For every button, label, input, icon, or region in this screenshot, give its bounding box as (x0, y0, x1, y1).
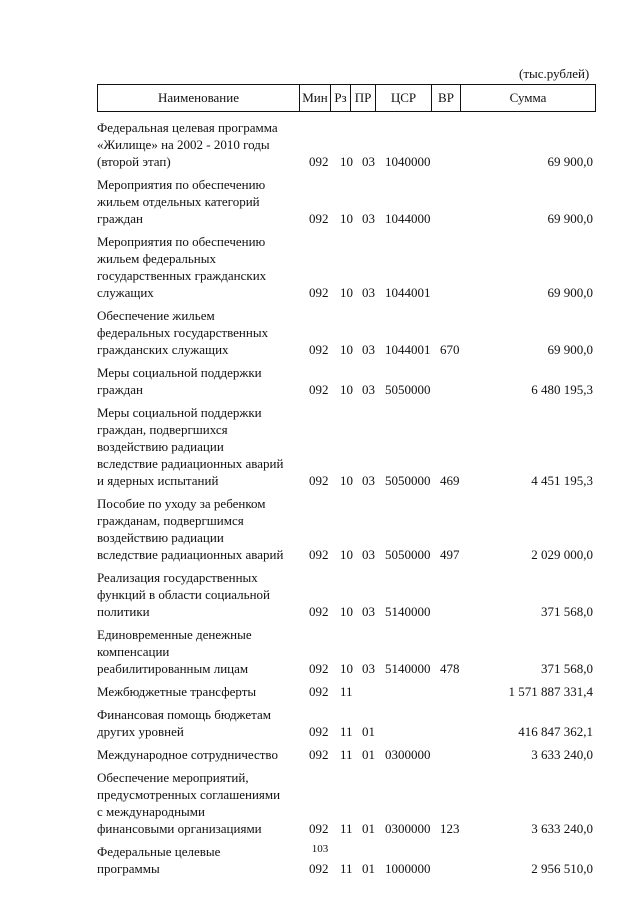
amount: 69 900,0 (547, 342, 593, 357)
amount: 69 900,0 (547, 285, 593, 300)
subsection-code: 03 (362, 154, 375, 169)
section-code: 11 (340, 861, 353, 876)
amount: 2 956 510,0 (531, 861, 593, 876)
row-codes (0, 546, 640, 563)
target-article-code: 1044001 (385, 342, 431, 357)
header-amount: Сумма (509, 90, 547, 105)
row-name-line: граждан (97, 211, 143, 226)
expense-type-code: 670 (440, 342, 460, 357)
amount: 6 480 195,3 (531, 382, 593, 397)
row-name-line: и ядерных испытаний (97, 473, 219, 488)
section-code: 10 (340, 211, 353, 226)
target-article-code: 1040000 (385, 154, 431, 169)
section-code: 10 (340, 661, 353, 676)
section-code: 10 (340, 382, 353, 397)
row-codes (0, 210, 640, 227)
row-name-line: компенсации (97, 644, 170, 659)
row-name-line: вследствие радиационных аварий (97, 547, 284, 562)
row-name-line: финансовыми организациями (97, 821, 262, 836)
amount: 3 633 240,0 (531, 821, 593, 836)
target-article-code: 5140000 (385, 604, 431, 619)
row-codes (0, 284, 640, 301)
amount: 416 847 362,1 (518, 724, 593, 739)
ministry-code: 092 (309, 211, 329, 226)
amount: 371 568,0 (541, 604, 593, 619)
row-name-line: реабилитированным лицам (97, 661, 249, 676)
subsection-code: 03 (362, 382, 375, 397)
target-article-code: 5050000 (385, 473, 431, 488)
row-codes (0, 746, 640, 763)
table-row (0, 119, 640, 170)
header-section: Рз (331, 85, 351, 111)
amount: 69 900,0 (547, 154, 593, 169)
row-codes (0, 472, 640, 489)
ministry-code: 092 (309, 747, 329, 762)
subsection-code: 01 (362, 724, 375, 739)
row-name-line: Обеспечение жильем (97, 308, 215, 323)
row-codes (0, 723, 640, 740)
row-name-line: гражданам, подвергшимся (97, 513, 244, 528)
amount: 3 633 240,0 (531, 747, 593, 762)
subsection-code: 03 (362, 211, 375, 226)
header-ministry: Мин (300, 85, 331, 111)
header-subsection: ПР (351, 85, 376, 111)
row-name-line: Реализация государственных (97, 570, 258, 585)
subsection-code: 03 (362, 547, 375, 562)
amount: 69 900,0 (547, 211, 593, 226)
row-codes (0, 660, 640, 677)
page-number: 103 (311, 843, 329, 855)
row-name-line: Обеспечение мероприятий, (97, 770, 249, 785)
table-row (0, 683, 640, 700)
row-name-line: других уровней (97, 724, 184, 739)
amount: 1 571 887 331,4 (508, 684, 593, 699)
table-row (0, 706, 640, 740)
row-codes (0, 381, 640, 398)
table-row (0, 746, 640, 763)
row-name-line: Единовременные денежные (97, 627, 252, 642)
row-name-line: функций в области социальной (97, 587, 270, 602)
row-name-line: Международное сотрудничество (97, 747, 278, 762)
row-name-line: политики (97, 604, 150, 619)
section-code: 11 (340, 724, 353, 739)
row-name-line: Федеральные целевые (97, 844, 221, 859)
section-code: 11 (340, 684, 353, 699)
row-name-line: «Жилище» на 2002 - 2010 годы (97, 137, 270, 152)
subsection-code: 01 (362, 747, 375, 762)
section-code: 10 (340, 604, 353, 619)
unit-note: (тыс.рублей) (519, 66, 590, 81)
row-codes (0, 603, 640, 620)
subsection-code: 03 (362, 285, 375, 300)
target-article-code: 1044000 (385, 211, 431, 226)
row-name-line: предусмотренных соглашениями (97, 787, 281, 802)
expense-type-code: 478 (440, 661, 460, 676)
ministry-code: 092 (309, 661, 329, 676)
ministry-code: 092 (309, 285, 329, 300)
amount: 371 568,0 (541, 661, 593, 676)
row-name-line: гражданских служащих (97, 342, 229, 357)
row-name-line: Мероприятия по обеспечению (97, 234, 266, 249)
row-name-line: Финансовая помощь бюджетам (97, 707, 271, 722)
row-name-line: вследствие радиационных аварий (97, 456, 284, 471)
amount: 2 029 000,0 (531, 547, 593, 562)
row-name-line: воздействию радиации (97, 439, 224, 454)
amount: 4 451 195,3 (531, 473, 593, 488)
row-name-line: воздействию радиации (97, 530, 224, 545)
row-name-line: жильем отдельных категорий (97, 194, 260, 209)
section-code: 10 (340, 547, 353, 562)
subsection-code: 03 (362, 473, 375, 488)
table-row (0, 233, 640, 301)
section-code: 10 (340, 154, 353, 169)
row-name-line: программы (97, 861, 160, 876)
section-code: 11 (340, 821, 353, 836)
row-name-line: Меры социальной поддержки (97, 365, 262, 380)
row-name-line: Федеральная целевая программа (97, 120, 278, 135)
table-row (0, 769, 640, 837)
section-code: 10 (340, 473, 353, 488)
table-row (0, 626, 640, 677)
ministry-code: 092 (309, 382, 329, 397)
ministry-code: 092 (309, 861, 329, 876)
section-code: 11 (340, 747, 353, 762)
row-name-line: Межбюджетные трансферты (97, 684, 257, 699)
ministry-code: 092 (309, 154, 329, 169)
target-article-code: 1000000 (385, 861, 431, 876)
row-name-line: граждан, подвергшихся (97, 422, 228, 437)
ministry-code: 092 (309, 684, 329, 699)
row-name-line: служащих (97, 285, 154, 300)
section-code: 10 (340, 285, 353, 300)
row-name-line: Мероприятия по обеспечению (97, 177, 266, 192)
row-name-line: жильем федеральных (97, 251, 216, 266)
table-row (0, 404, 640, 489)
header-target-article: ЦСР (376, 85, 432, 111)
row-name-line: Пособие по уходу за ребенком (97, 496, 266, 511)
target-article-code: 0300000 (385, 821, 431, 836)
row-name-line: федеральных государственных (97, 325, 269, 340)
row-codes (0, 341, 640, 358)
target-article-code: 5140000 (385, 661, 431, 676)
row-name-line: Меры социальной поддержки (97, 405, 262, 420)
section-code: 10 (340, 342, 353, 357)
row-name-line: государственных гражданских (97, 268, 267, 283)
header-expense-type: ВР (432, 85, 461, 111)
subsection-code: 01 (362, 821, 375, 836)
target-article-code: 1044001 (385, 285, 431, 300)
table-row (0, 176, 640, 227)
table-row (0, 495, 640, 563)
table-row (0, 569, 640, 620)
ministry-code: 092 (309, 473, 329, 488)
row-codes (0, 153, 640, 170)
ministry-code: 092 (309, 724, 329, 739)
ministry-code: 092 (309, 604, 329, 619)
header-name: Наименование (98, 85, 300, 111)
expense-type-code: 123 (440, 821, 460, 836)
target-article-code: 0300000 (385, 747, 431, 762)
row-name-line: граждан (97, 382, 143, 397)
ministry-code: 092 (309, 342, 329, 357)
budget-rows (0, 119, 640, 883)
expense-type-code: 497 (440, 547, 460, 562)
ministry-code: 092 (309, 821, 329, 836)
ministry-code: 092 (309, 547, 329, 562)
subsection-code: 03 (362, 342, 375, 357)
expense-type-code: 469 (440, 473, 460, 488)
row-codes (0, 683, 640, 700)
row-name-line: (второй этап) (97, 154, 171, 169)
table-row (0, 364, 640, 398)
target-article-code: 5050000 (385, 547, 431, 562)
target-article-code: 5050000 (385, 382, 431, 397)
subsection-code: 03 (362, 661, 375, 676)
row-name-line: с международными (97, 804, 205, 819)
row-codes (0, 820, 640, 837)
subsection-code: 03 (362, 604, 375, 619)
table-row (0, 307, 640, 358)
subsection-code: 01 (362, 861, 375, 876)
row-codes (0, 860, 640, 877)
table-header (97, 84, 596, 112)
